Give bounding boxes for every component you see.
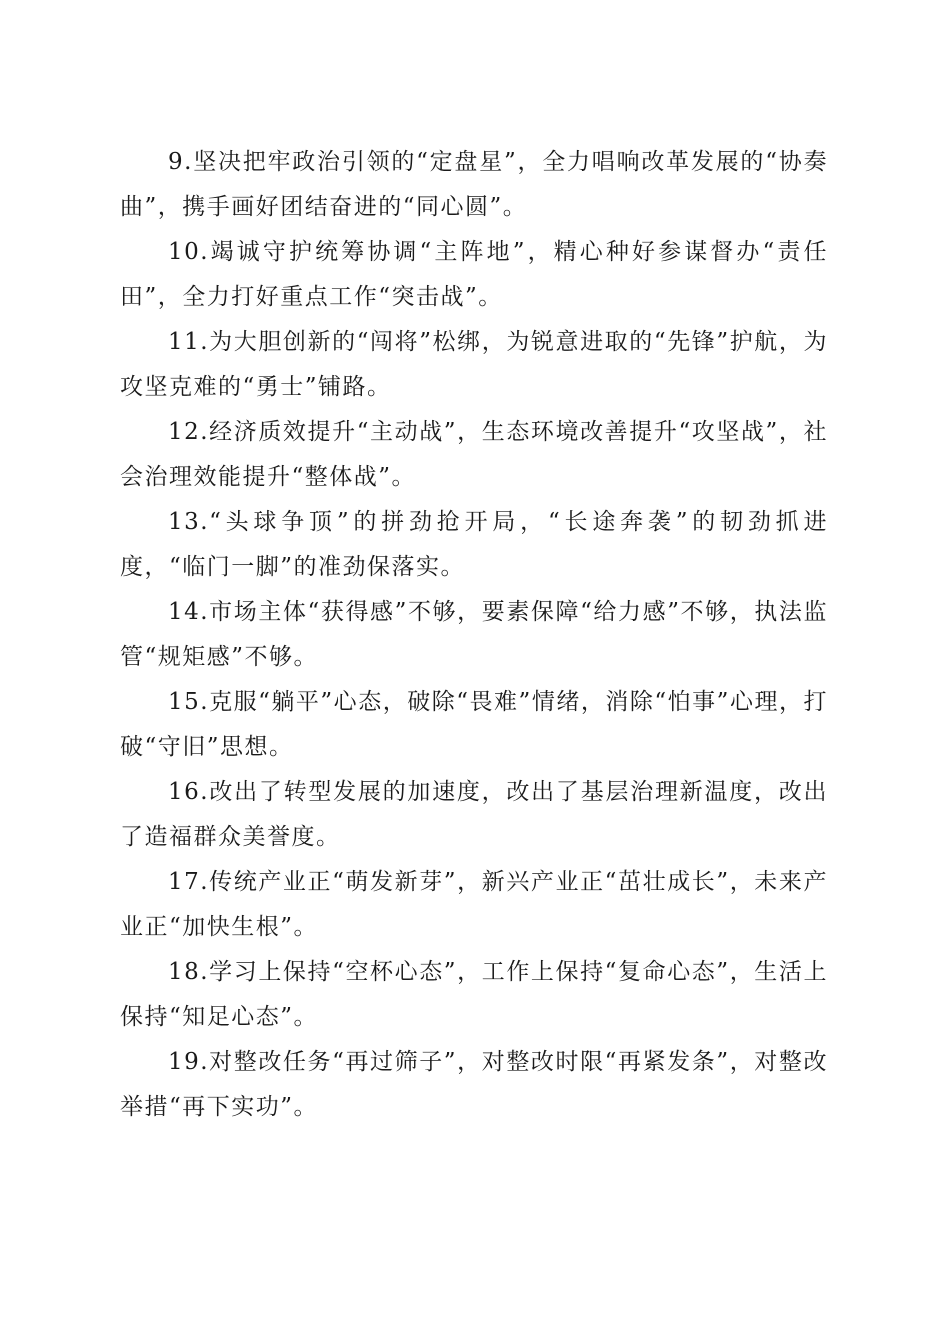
paragraph-18: 18.学习上保持“空杯心态”，工作上保持“复命心态”，生活上保持“知足心态”。 xyxy=(120,959,828,1030)
paragraph-17: 17.传统产业正“萌发新芽”，新兴产业正“茁壮成长”，未来产业正“加快生根”。 xyxy=(120,869,828,940)
paragraph-12: 12.经济质效提升“主动战”，生态环境改善提升“攻坚战”，社会治理效能提升“整体战”。 xyxy=(120,419,828,490)
paragraph-14: 14.市场主体“获得感”不够，要素保障“给力感”不够，执法监管“规矩感”不够。 xyxy=(120,599,828,670)
paragraph-19: 19.对整改任务“再过筛子”，对整改时限“再紧发条”，对整改举措“再下实功”。 xyxy=(120,1049,828,1120)
paragraph-15: 15.克服“躺平”心态，破除“畏难”情绪，消除“怕事”心理，打破“守旧”思想。 xyxy=(120,689,828,760)
paragraph-16: 16.改出了转型发展的加速度，改出了基层治理新温度，改出了造福群众美誉度。 xyxy=(120,779,828,850)
paragraph-9: 9.坚决把牢政治引领的“定盘星”，全力唱响改革发展的“协奏曲”，携手画好团结奋进的“同心圆”。 xyxy=(120,149,828,220)
paragraph-10: 10.竭诚守护统筹协调“主阵地”，精心种好参谋督办“责任田”，全力打好重点工作“突击战”。 xyxy=(120,239,828,310)
paragraph-13: 13.“头球争顶”的拼劲抢开局，“长途奔袭”的韧劲抓进度，“临门一脚”的准劲保落实。 xyxy=(120,509,828,580)
document-body xyxy=(120,140,828,1130)
paragraph-11: 11.为大胆创新的“闯将”松绑，为锐意进取的“先锋”护航，为攻坚克难的“勇士”铺路。 xyxy=(120,329,828,400)
